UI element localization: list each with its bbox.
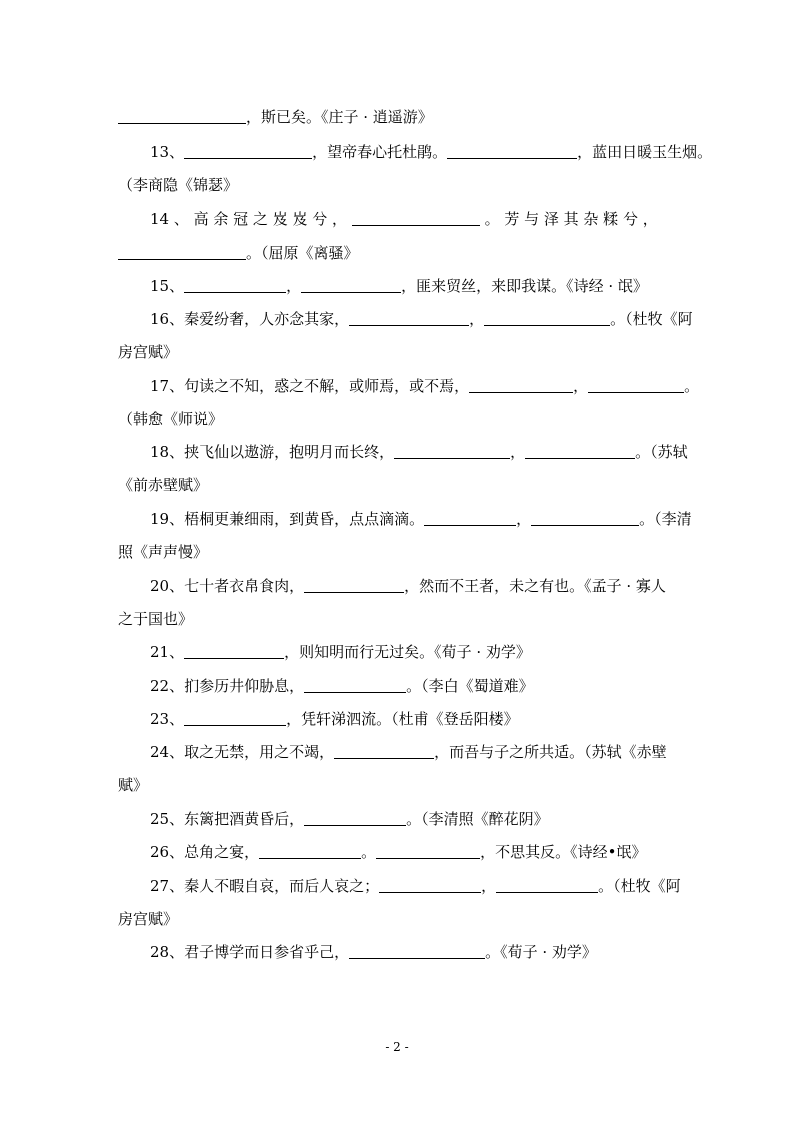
question-27 — [150, 876, 708, 896]
text-line — [118, 175, 708, 195]
line-text: 。《荀子 · 劝学》 — [485, 943, 597, 961]
line-text: 照《声声慢》 — [118, 543, 209, 561]
question-28 — [150, 942, 708, 962]
text-line — [118, 909, 708, 929]
question-13 — [150, 142, 713, 162]
answer-blank[interactable] — [184, 710, 286, 726]
line-text: 16、秦爱纷奢，人亦念其家， — [150, 310, 350, 328]
line-text: 21、 — [150, 643, 185, 661]
question-25 — [150, 809, 708, 829]
line-text: ， — [510, 443, 526, 461]
answer-blank[interactable] — [376, 843, 480, 859]
line-text: 24、取之无禁，用之不竭， — [150, 743, 335, 761]
answer-blank[interactable] — [379, 877, 481, 893]
answer-blank[interactable] — [525, 443, 635, 459]
answer-blank[interactable] — [424, 510, 516, 526]
line-text: 23、 — [150, 710, 185, 728]
line-text: 20、七十者衣帛食肉， — [150, 577, 305, 595]
line-text: ，不思其反。《诗经•氓》 — [480, 843, 647, 861]
line-text: 。（李清照《醉花阴》 — [406, 810, 549, 828]
answer-blank[interactable] — [184, 143, 312, 159]
line-text: ， — [516, 510, 532, 528]
line-text: ，匪来贸丝，来即我谋。《诗经 · 氓》 — [401, 277, 648, 295]
answer-blank[interactable] — [352, 210, 480, 226]
line-text: ，蓝田日暖玉生烟。 — [577, 143, 713, 161]
line-text: ，而吾与子之所共适。（苏轼《赤壁 — [434, 743, 667, 761]
question-26 — [150, 842, 708, 862]
answer-blank[interactable] — [304, 810, 406, 826]
line-text: 27、秦人不暇自哀，而后人哀之； — [150, 877, 380, 895]
line-text: ，凭轩涕泗流。（杜甫《登岳阳楼》 — [286, 710, 519, 728]
answer-blank[interactable] — [184, 277, 286, 293]
line-text: 17、句读之不知，惑之不解，或师焉，或不焉， — [150, 377, 470, 395]
answer-blank[interactable] — [588, 377, 684, 393]
question-20 — [150, 576, 708, 596]
line-text: 之于国也》 — [118, 610, 194, 628]
page-number: - 2 - — [385, 1040, 409, 1054]
answer-blank[interactable] — [304, 577, 404, 593]
line-text: 。（李白《蜀道难》 — [406, 677, 534, 695]
text-line — [118, 542, 708, 562]
line-text: ，则知明而行无过矣。《荀子 · 劝学》 — [284, 643, 531, 661]
question-14 — [150, 209, 708, 229]
line-text: ，斯已矣。《庄子 · 逍遥游》 — [246, 108, 433, 126]
line-text: 18、挟飞仙以遨游，抱明月而长终， — [150, 443, 395, 461]
text-line — [118, 475, 708, 495]
answer-blank[interactable] — [118, 108, 246, 124]
line-text: 15、 — [150, 277, 185, 295]
line-text: 《前赤壁赋》 — [118, 476, 209, 494]
line-text: （李商隐《锦瑟》 — [118, 176, 239, 194]
answer-blank[interactable] — [531, 510, 639, 526]
line-text: 19、梧桐更兼细雨，到黄昏，点点滴滴。 — [150, 510, 425, 528]
line-text: 房宫赋》 — [118, 910, 179, 928]
text-line — [118, 775, 708, 795]
answer-blank[interactable] — [496, 877, 598, 893]
line-text: （韩愈《师说》 — [118, 410, 224, 428]
line-text: 。（李清 — [639, 510, 692, 528]
text-line — [118, 609, 708, 629]
answer-blank[interactable] — [394, 443, 510, 459]
line-text: 。（杜牧《阿 — [598, 877, 681, 895]
answer-blank[interactable] — [334, 743, 434, 759]
answer-blank[interactable] — [118, 244, 246, 260]
answer-blank[interactable] — [184, 643, 284, 659]
question-23 — [150, 709, 708, 729]
answer-blank[interactable] — [259, 843, 361, 859]
line-text: 。（屈原《离骚》 — [246, 244, 359, 262]
question-21 — [150, 642, 708, 662]
answer-blank[interactable] — [301, 277, 401, 293]
text-line — [118, 243, 708, 263]
question-17 — [150, 376, 708, 396]
text-line — [118, 342, 708, 362]
answer-blank[interactable] — [304, 677, 406, 693]
line-text: 赋》 — [118, 776, 149, 794]
line-text: 。 — [684, 377, 700, 395]
question-16 — [150, 309, 708, 329]
answer-blank[interactable] — [484, 310, 610, 326]
line-text: ，望帝春心托杜鹃。 — [312, 143, 448, 161]
question-24 — [150, 742, 708, 762]
line-text: 。 — [361, 843, 377, 861]
text-line — [118, 409, 708, 429]
question-18 — [150, 442, 708, 462]
answer-blank[interactable] — [349, 943, 485, 959]
line-text: 26、总角之宴， — [150, 843, 260, 861]
line-text: 14 、 高 余 冠 之 岌 岌 兮 ， — [150, 210, 348, 228]
line-text: ， — [573, 377, 589, 395]
line-text: 13、 — [150, 143, 185, 161]
line-text: ， — [286, 277, 302, 295]
answer-blank[interactable] — [447, 143, 577, 159]
line-text: 28、君子博学而日参省乎己， — [150, 943, 350, 961]
answer-blank[interactable] — [469, 377, 573, 393]
question-22 — [150, 676, 708, 696]
line-text: 。 芳 与 泽 其 杂 糅 兮 ， — [484, 210, 658, 228]
line-text: ，然而不王者，未之有也。《孟子 · 寡人 — [404, 577, 666, 595]
line-text: 22、扪参历井仰胁息， — [150, 677, 305, 695]
line-text: 。（杜牧《阿 — [610, 310, 693, 328]
question-15 — [150, 276, 708, 296]
line-text: ， — [469, 310, 485, 328]
line-text: 25、东篱把酒黄昏后， — [150, 810, 305, 828]
question-19 — [150, 509, 708, 529]
line-text: 。（苏轼 — [635, 443, 688, 461]
line-text: 房宫赋》 — [118, 343, 179, 361]
line-text: ， — [481, 877, 497, 895]
text-line — [118, 107, 708, 127]
answer-blank[interactable] — [349, 310, 469, 326]
